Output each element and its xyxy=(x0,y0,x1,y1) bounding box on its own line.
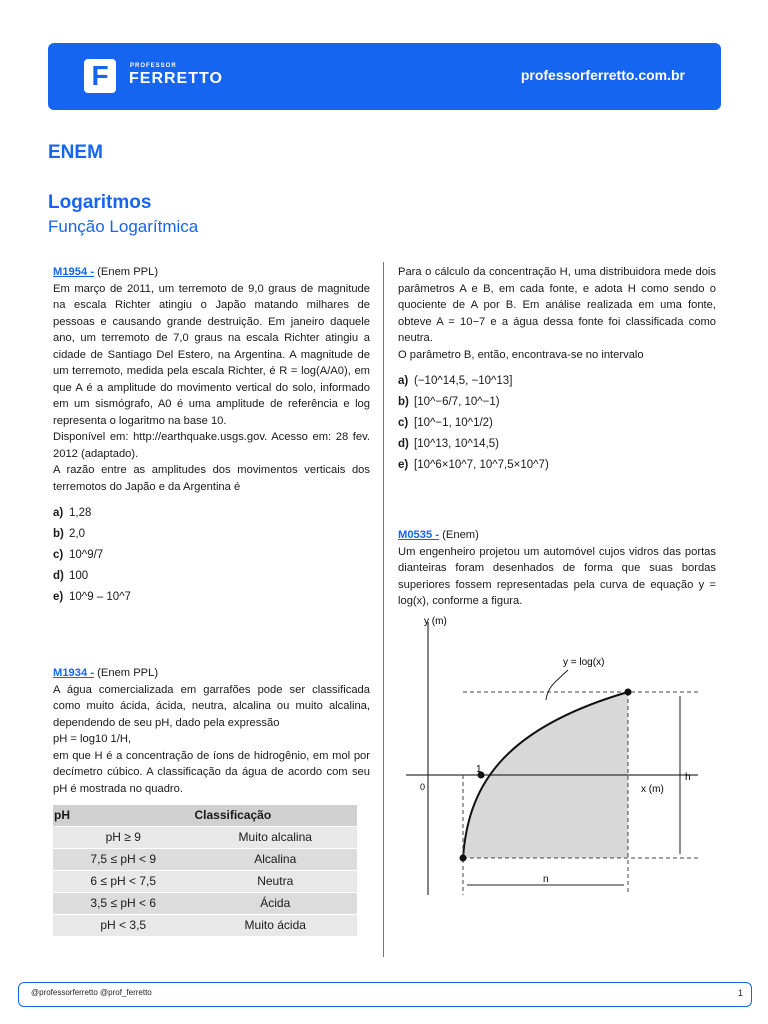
exam-title: ENEM xyxy=(48,142,103,163)
option[interactable]: a) 1,28 xyxy=(53,507,92,519)
ph-table xyxy=(53,805,357,937)
question-text: Em março de 2011, um terremoto de 9,0 graus de magnitude na escala Richter atingiu o Japão matando milhares de pessoas e causando grande destruição. Em janeiro daquele ano, um terremoto de 7,0 graus na escala Richter atingiu a cidade de Santiago Del Estero, na Argentina. A magnitude de um terremoto, medida pela escala Richter, é R = log(A/A0), em que A é a amplitude do movimento vertical do solo, informado em um sismógrafo, A0 é uma amplitude de referência e log representa o logaritmo na base 10. xyxy=(53,282,370,427)
topic-title: Logaritmos xyxy=(48,192,152,213)
h-label: h xyxy=(685,772,691,783)
question-source: (Enem PPL) xyxy=(97,266,159,278)
question-m0535 xyxy=(398,527,716,610)
subtopic-title: Função Logarítmica xyxy=(48,217,199,236)
question-m1954 xyxy=(53,264,370,608)
option[interactable]: d) 100 xyxy=(53,570,89,582)
y-axis-label: y (m) xyxy=(424,616,447,627)
question-text: A água comercializada em garrafões pode ser classificada como muito ácida, ácida, neutra, alcalina ou muito alcalina, dependendo de seu pH, dado pela expressão xyxy=(53,683,370,729)
option[interactable]: e) [10^6×10^7, 10^7,5×10^7) xyxy=(398,459,549,471)
table-row: pH ≥ 9 Muito alcalina xyxy=(53,827,357,849)
question-text-2: em que H é a concentração de íons de hidrogênio, em mol por decímetro cúbico. A classificação da água de acordo com seu pH é mostrada no quadro. xyxy=(53,749,370,795)
question-source: (Enem PPL) xyxy=(97,667,159,679)
option[interactable]: c) [10^−1, 10^1/2) xyxy=(398,417,493,429)
curve-label: y = log(x) xyxy=(563,657,605,668)
curve-point xyxy=(460,855,467,862)
question-source-note: Disponível em: http://earthquake.usgs.gov. Acesso em: 28 fev. 2012 (adaptado). xyxy=(53,431,370,460)
page-number: 1 xyxy=(737,988,743,998)
logo-text: FERRETTO xyxy=(129,70,223,87)
one-label: 1 xyxy=(476,764,482,775)
question-prompt: A razão entre as amplitudes dos movimentos verticais dos terremotos do Japão e da Argentina é xyxy=(53,464,370,493)
site-link[interactable]: professorferretto.com.br xyxy=(520,67,685,83)
question-text-3: Para o cálculo da concentração H, uma distribuidora mede dois parâmetros A e B, em cada fonte, e adota H como sendo o quociente de A por B. Em análise realizada em uma fonte, obteve A = 10−7 e a água dessa fonte foi classificada como neutra. xyxy=(398,266,716,344)
question-m1934-continued xyxy=(398,264,716,476)
question-source: (Enem) xyxy=(442,529,479,541)
options-list xyxy=(398,371,716,476)
question-text: Um engenheiro projetou um automóvel cujos vidros das portas dianteiras foram desenhados de forma que suas bordas superiores fossem representadas pela curva de equação y = log(x), conforme a figura. xyxy=(398,545,716,607)
question-m1934 xyxy=(53,665,370,937)
question-prompt: O parâmetro B, então, encontrava-se no intervalo xyxy=(398,348,644,361)
formula: pH = log10 1/H, xyxy=(53,733,132,745)
option[interactable]: c) 10^9/7 xyxy=(53,549,104,561)
options-list xyxy=(53,503,370,608)
table-row: pH < 3,5 Muito ácida xyxy=(53,915,357,937)
header-banner xyxy=(48,43,721,110)
origin-label: 0 xyxy=(420,782,426,792)
log-curve-figure xyxy=(398,610,718,900)
column-divider xyxy=(383,262,384,957)
table-row: 7,5 ≤ pH < 9 Alcalina xyxy=(53,849,357,871)
label-arrow xyxy=(546,670,568,700)
footer xyxy=(18,982,752,1007)
table-row: 6 ≤ pH < 7,5 Neutra xyxy=(53,871,357,893)
logo-icon: F xyxy=(84,59,116,93)
question-id[interactable]: M1934 - xyxy=(53,667,95,679)
curve-point xyxy=(625,689,632,696)
option[interactable]: d) [10^13, 10^14,5) xyxy=(398,438,499,450)
option[interactable]: a) (−10^14,5, −10^13] xyxy=(398,375,513,387)
option[interactable]: b) 2,0 xyxy=(53,528,85,540)
table-header: pH xyxy=(53,805,193,827)
question-id[interactable]: M0535 - xyxy=(398,529,440,541)
question-id[interactable]: M1954 - xyxy=(53,266,95,278)
option[interactable]: b) [10^−6/7, 10^−1) xyxy=(398,396,500,408)
table-header: Classificação xyxy=(193,805,357,827)
social-handles[interactable]: @professorferretto @prof_ferretto xyxy=(31,988,152,997)
x-axis-label: x (m) xyxy=(641,784,664,795)
logo-small-text: PROFESSOR xyxy=(130,63,177,69)
table-row: 3,5 ≤ pH < 6 Ácida xyxy=(53,893,357,915)
option[interactable]: e) 10^9 – 10^7 xyxy=(53,591,131,603)
n-label: n xyxy=(543,874,549,885)
